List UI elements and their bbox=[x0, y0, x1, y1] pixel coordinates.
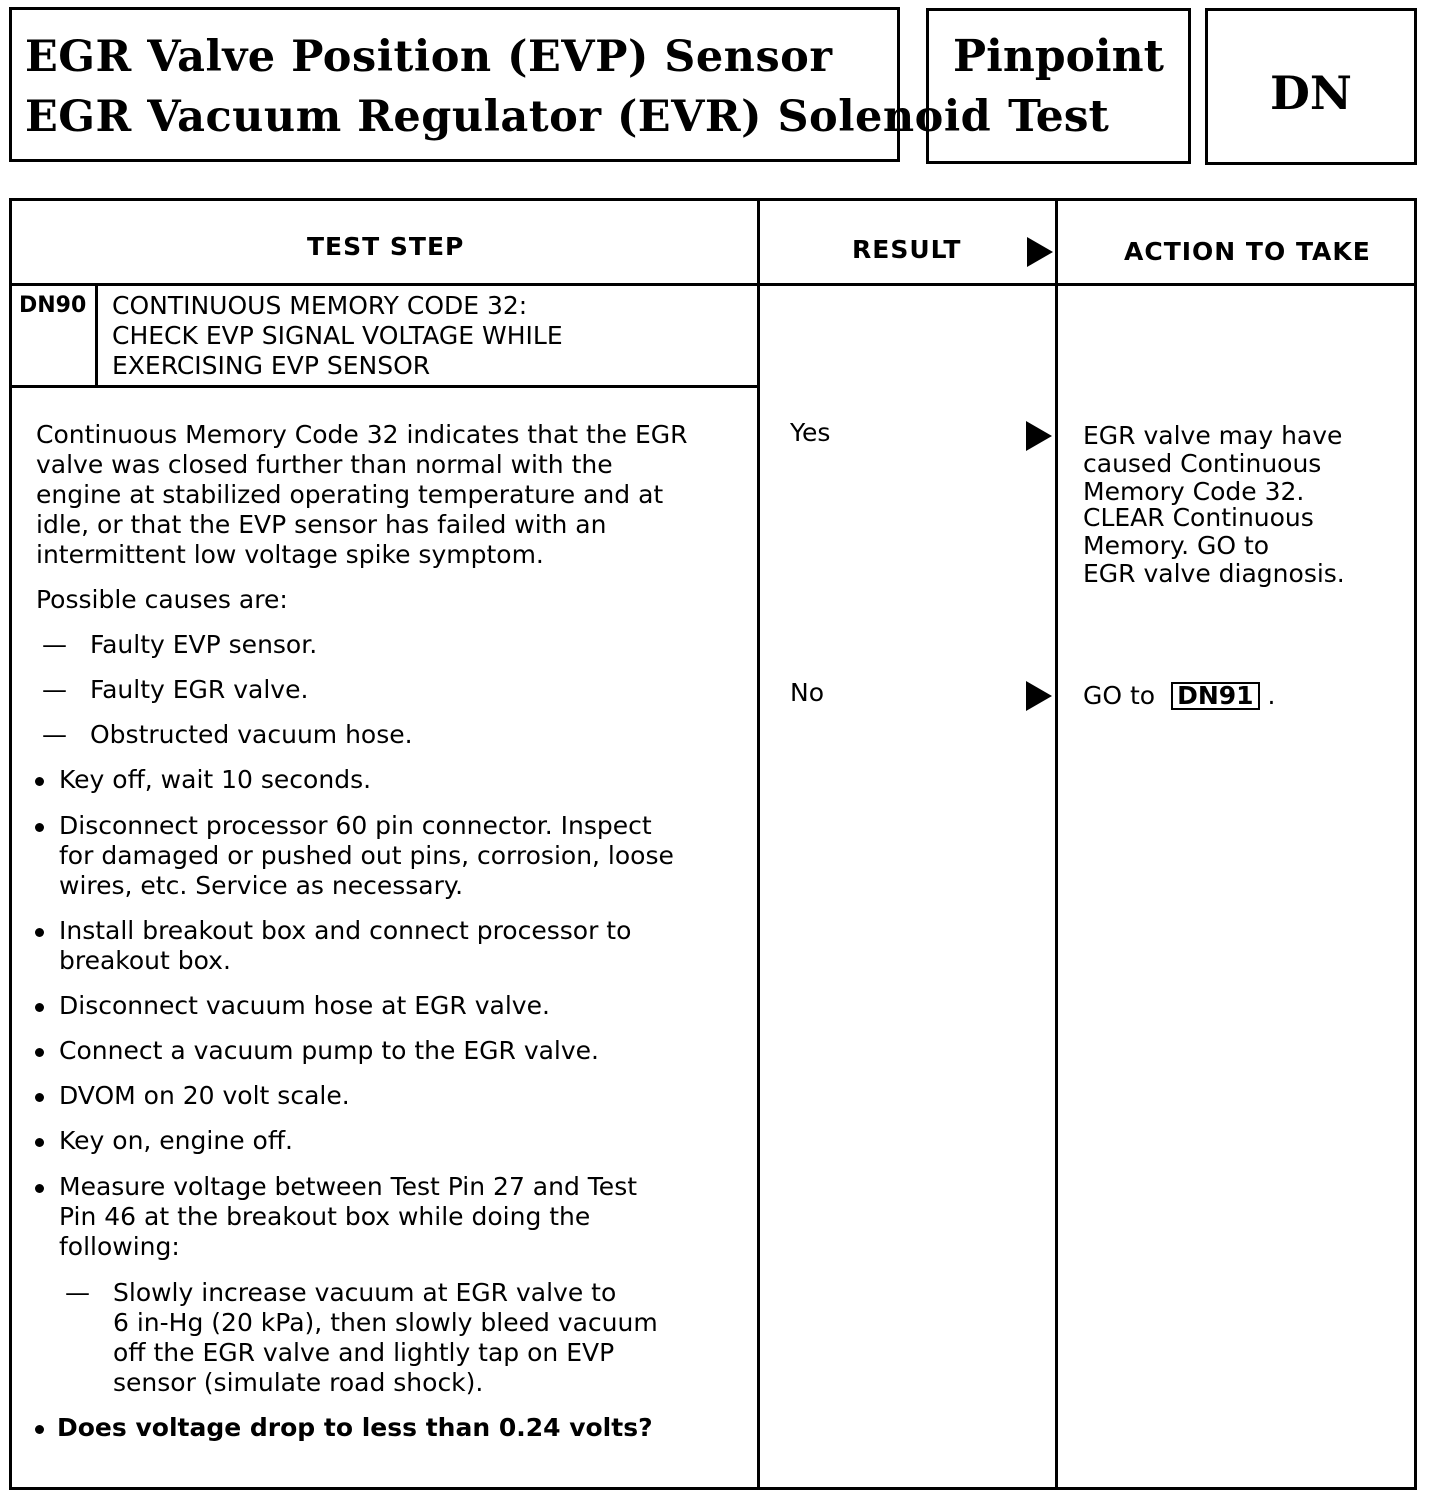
instruction-3-line-2: breakout box. bbox=[59, 946, 231, 975]
instruction-8-line-2: Pin 46 at the breakout box while doing the bbox=[59, 1202, 591, 1231]
intro-line-3: engine at stabilized operating temperature and at bbox=[36, 480, 664, 509]
yes-action-line-5: Memory. GO to bbox=[1083, 531, 1270, 560]
pinpoint-label: Pinpoint bbox=[953, 31, 1164, 82]
instruction-5: Connect a vacuum pump to the EGR valve. bbox=[59, 1036, 600, 1065]
step-id: DN90 bbox=[19, 293, 87, 318]
instruction-8-line-3: following: bbox=[59, 1232, 180, 1261]
bullet-icon bbox=[35, 1093, 44, 1102]
yes-action-line-1: EGR valve may have bbox=[1083, 421, 1343, 450]
sub-instruction-line-1: Slowly increase vacuum at EGR valve to bbox=[113, 1278, 617, 1307]
test-question: Does voltage drop to less than 0.24 volts? bbox=[57, 1413, 653, 1442]
bullet-icon bbox=[35, 928, 44, 937]
intro-line-2: valve was closed further than normal with the bbox=[36, 450, 613, 479]
column-divider-action bbox=[1055, 201, 1058, 1490]
bullet-icon bbox=[35, 777, 44, 786]
yes-action-line-3: Memory Code 32. bbox=[1083, 477, 1305, 506]
header-result: RESULT bbox=[852, 235, 962, 264]
yes-action-line-4: CLEAR Continuous bbox=[1083, 503, 1314, 532]
intro-line-5: intermittent low voltage spike symptom. bbox=[36, 540, 544, 569]
dash-icon: — bbox=[42, 720, 67, 749]
instruction-7: Key on, engine off. bbox=[59, 1126, 293, 1155]
sub-instruction-line-4: sensor (simulate road shock). bbox=[113, 1368, 484, 1397]
bullet-icon bbox=[35, 1003, 44, 1012]
cause-item: Faulty EGR valve. bbox=[90, 675, 309, 704]
instruction-4: Disconnect vacuum hose at EGR valve. bbox=[59, 991, 550, 1020]
instruction-2-line-3: wires, etc. Service as necessary. bbox=[59, 871, 464, 900]
column-divider-result bbox=[757, 201, 760, 1490]
intro-line-1: Continuous Memory Code 32 indicates that the EGR bbox=[36, 420, 688, 449]
arrow-icon bbox=[1027, 237, 1053, 267]
test-code: DN bbox=[1270, 66, 1352, 120]
instruction-2-line-1: Disconnect processor 60 pin connector. Inspect bbox=[59, 811, 652, 840]
instruction-2-line-2: for damaged or pushed out pins, corrosion, loose bbox=[59, 841, 674, 870]
bullet-icon bbox=[35, 1048, 44, 1057]
yes-action-line-2: caused Continuous bbox=[1083, 449, 1322, 478]
title-line-1: EGR Valve Position (EVP) Sensor bbox=[25, 32, 833, 82]
sub-instruction-line-2: 6 in-Hg (20 kPa), then slowly bleed vacuum bbox=[113, 1308, 658, 1337]
result-no: No bbox=[790, 678, 824, 707]
arrow-icon bbox=[1026, 681, 1052, 711]
no-action bbox=[1083, 681, 1275, 711]
causes-heading: Possible causes are: bbox=[36, 585, 288, 614]
dash-icon: — bbox=[42, 675, 67, 704]
bullet-icon bbox=[35, 1425, 44, 1434]
step-title-divider bbox=[12, 385, 757, 388]
arrow-icon bbox=[1026, 421, 1052, 451]
step-reference-dn91[interactable]: DN91 bbox=[1171, 682, 1259, 710]
instruction-3-line-1: Install breakout box and connect processor to bbox=[59, 916, 632, 945]
intro-line-4: idle, or that the EVP sensor has failed with an bbox=[36, 510, 607, 539]
test-table bbox=[9, 198, 1417, 1490]
dash-icon: — bbox=[65, 1278, 90, 1307]
instruction-8-line-1: Measure voltage between Test Pin 27 and Test bbox=[59, 1172, 638, 1201]
title-line-2: EGR Vacuum Regulator (EVR) Solenoid bbox=[25, 92, 992, 142]
step-title-line-1: CONTINUOUS MEMORY CODE 32: bbox=[112, 291, 528, 320]
header-divider bbox=[12, 283, 1417, 286]
no-action-suffix: . bbox=[1267, 681, 1276, 710]
step-title-line-3: EXERCISING EVP SENSOR bbox=[112, 351, 431, 380]
bullet-icon bbox=[35, 1184, 44, 1193]
no-action-prefix: GO to bbox=[1083, 681, 1156, 710]
instruction-1: Key off, wait 10 seconds. bbox=[59, 765, 372, 794]
sub-instruction-line-3: off the EGR valve and lightly tap on EVP bbox=[113, 1338, 615, 1367]
cause-item: Faulty EVP sensor. bbox=[90, 630, 318, 659]
test-code-box bbox=[1205, 8, 1417, 165]
step-title-line-2: CHECK EVP SIGNAL VOLTAGE WHILE bbox=[112, 321, 563, 350]
title-box bbox=[9, 7, 992, 162]
test-label: Test bbox=[1008, 91, 1109, 142]
pinpoint-test-box bbox=[926, 8, 1191, 164]
cause-item: Obstructed vacuum hose. bbox=[90, 720, 413, 749]
bullet-icon bbox=[35, 823, 44, 832]
bullet-icon bbox=[35, 1138, 44, 1147]
step-id-divider bbox=[95, 283, 98, 385]
yes-action-line-6: EGR valve diagnosis. bbox=[1083, 559, 1345, 588]
result-yes: Yes bbox=[790, 418, 831, 447]
header-action-to-take: ACTION TO TAKE bbox=[1124, 237, 1371, 266]
dash-icon: — bbox=[42, 630, 67, 659]
instruction-6: DVOM on 20 volt scale. bbox=[59, 1081, 350, 1110]
header-test-step: TEST STEP bbox=[307, 232, 465, 261]
